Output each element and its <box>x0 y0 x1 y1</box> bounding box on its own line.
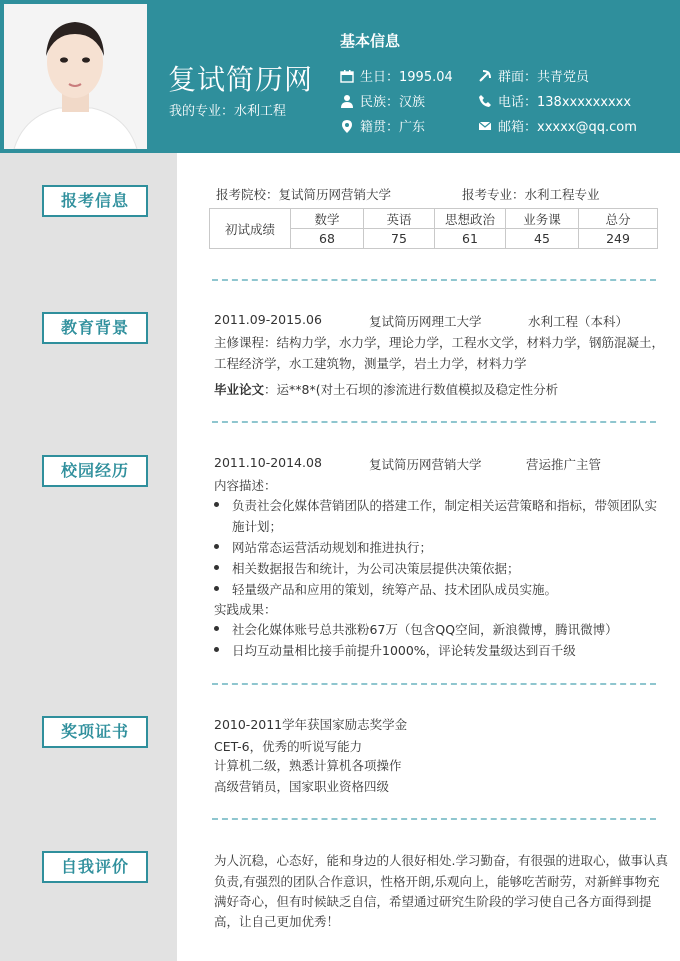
section-label-education: 教育背景 <box>42 312 148 344</box>
table-row <box>210 209 658 229</box>
list-item-text: 负责社会化媒体营销团队的搭建工作，制定相关运营策略和指标，带领团队实 <box>232 498 658 513</box>
thesis-text: ：运**8*(对土石坝的渗流进行数值模拟及稳定性分析 <box>264 382 559 397</box>
campus-role: 营运推广主管 <box>526 457 602 472</box>
bullet-dot <box>214 565 219 570</box>
email-text: 邮箱：xxxxx@qq.com <box>498 120 637 135</box>
phone-text: 电话：138xxxxxxxxx <box>498 95 632 110</box>
apply-school: 报考院校：复试简历网营销大学 <box>216 187 392 202</box>
apply-major: 报考专业：水利工程专业 <box>462 187 600 202</box>
section-label-awards: 奖项证书 <box>42 716 148 748</box>
avatar-portrait <box>4 4 147 149</box>
award-line: CET-6，优秀的听说写能力 <box>214 739 363 754</box>
campus-period: 2011.10-2014.08 <box>214 455 322 470</box>
bullet-dot <box>214 544 219 549</box>
score-header-cell: 英语 <box>364 209 435 229</box>
score-header-cell: 思想政治 <box>435 209 506 229</box>
self-eval-line: 满好奇心，但有时候缺乏自信，希望通过研究生阶段的学习使自己各方面得到提 <box>214 894 652 909</box>
phone-icon <box>478 94 492 108</box>
bullet-dot <box>214 626 219 631</box>
phone-item <box>478 91 631 110</box>
candidate-major: 我的专业：水利工程 <box>169 104 287 119</box>
mail-icon <box>478 119 492 133</box>
birthday-item <box>340 66 453 85</box>
party-emblem-icon <box>478 69 492 83</box>
self-eval-line: 为人沉稳，心态好，能和身边的人很好相处.学习勤奋，有很强的进取心，做事认真 <box>214 853 668 868</box>
score-value-cell: 45 <box>506 229 579 249</box>
award-line: 2010-2011学年获国家励志奖学金 <box>214 717 408 732</box>
score-header-cell: 总分 <box>579 209 658 229</box>
candidate-name: 复试简历网 <box>168 63 314 96</box>
section-divider <box>212 683 656 685</box>
list-item-text: 社会化媒体账号总共涨粉67万（包含QQ空间，新浪微博，腾讯微博） <box>232 622 618 637</box>
education-school: 复试简历网理工大学 <box>369 314 482 329</box>
bullet-dot <box>214 502 219 507</box>
bullet-dot <box>214 647 219 652</box>
score-value-cell: 68 <box>291 229 364 249</box>
list-item-text: 轻量级产品和应用的策划，统筹产品、技术团队成员实施。 <box>232 582 558 597</box>
score-header-cell: 业务课 <box>506 209 579 229</box>
birthday-text: 生日：1995.04 <box>360 70 453 85</box>
profile-photo <box>4 4 147 149</box>
education-degree: 水利工程（本科） <box>528 314 629 329</box>
section-label-campus: 校园经历 <box>42 455 148 487</box>
basic-info-title: 基本信息 <box>340 32 401 50</box>
education-courses-2: 工程经济学，水工建筑物，测量学，岩土力学，材料力学 <box>214 356 527 371</box>
list-item-text: 施计划； <box>232 519 283 534</box>
section-label-apply: 报考信息 <box>42 185 148 217</box>
award-line: 高级营销员，国家职业资格四级 <box>214 779 390 794</box>
award-line: 计算机二级，熟悉计算机各项操作 <box>214 758 402 773</box>
score-value-cell: 75 <box>364 229 435 249</box>
section-divider <box>212 421 656 423</box>
ethnicity-item <box>340 91 425 110</box>
bullet-dot <box>214 586 219 591</box>
self-eval-line: 负责,有强烈的团队合作意识，性格开朗,乐观向上，能够吃苦耐劳，对新鲜事物充 <box>214 874 660 889</box>
politics-text: 群面：共青党员 <box>498 70 590 85</box>
list-item-text: 日均互动量相比接手前提升1000%，评论转发量级达到百千级 <box>232 643 576 658</box>
campus-org: 复试简历网营销大学 <box>369 457 482 472</box>
score-header-cell: 数学 <box>291 209 364 229</box>
ethnicity-text: 民族：汉族 <box>360 95 426 110</box>
hometown-item <box>340 116 425 135</box>
score-value-cell: 249 <box>579 229 658 249</box>
list-item-text: 相关数据报告和统计，为公司决策层提供决策依据； <box>232 561 520 576</box>
campus-content-label: 内容描述： <box>214 478 277 493</box>
section-divider <box>212 279 656 281</box>
score-table <box>209 208 658 249</box>
email-item <box>478 116 637 135</box>
sidebar-panel <box>0 153 177 961</box>
self-eval-line: 高，让自己更加优秀！ <box>214 914 340 929</box>
location-pin-icon <box>340 119 354 133</box>
education-period: 2011.09-2015.06 <box>214 312 322 327</box>
education-courses-1: 主修课程：结构力学，水力学，理论力学，工程水文学，材料力学，钢筋混凝土， <box>214 335 665 350</box>
calendar-icon <box>340 69 354 83</box>
score-value-cell: 61 <box>435 229 506 249</box>
education-thesis <box>214 380 558 398</box>
section-label-self: 自我评价 <box>42 851 148 883</box>
hometown-text: 籍贯：广东 <box>360 120 426 135</box>
person-icon <box>340 94 354 108</box>
list-item-text: 网站常态运营活动规划和推进执行； <box>232 540 433 555</box>
thesis-label: 毕业论文 <box>214 382 265 397</box>
section-divider <box>212 818 656 820</box>
score-label-cell: 初试成绩 <box>210 209 291 249</box>
campus-results-label: 实践成果： <box>214 602 277 617</box>
politics-item <box>478 66 589 85</box>
